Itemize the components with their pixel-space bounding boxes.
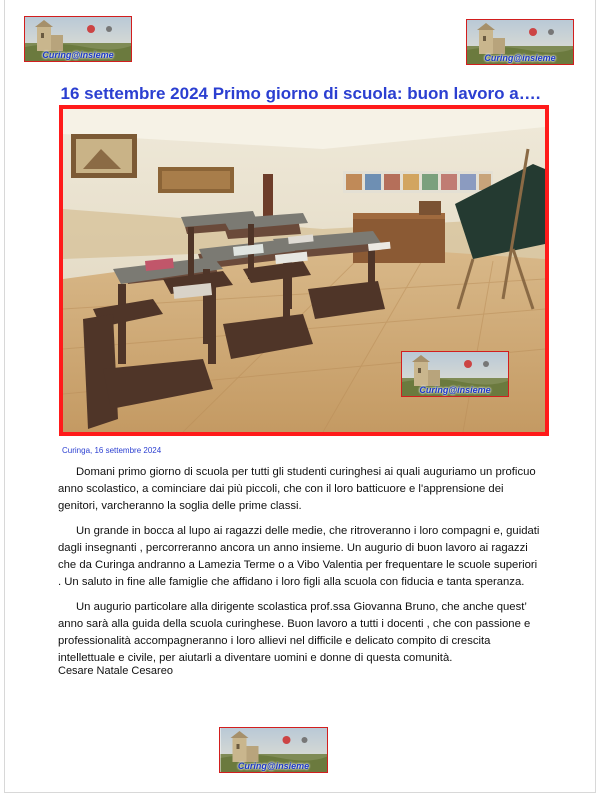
dateline: Curinga, 16 settembre 2024 [62, 446, 162, 455]
author-signature: Cesare Natale Cesareo [58, 665, 173, 677]
logo-caption: Curing@insieme [484, 53, 556, 63]
curinga-insieme-logo-watermark [401, 351, 509, 397]
article-title: 16 settembre 2024 Primo giorno di scuola: buon lavoro a…. [60, 84, 541, 104]
curinga-insieme-logo-footer [219, 727, 328, 773]
article-body [58, 464, 542, 675]
paragraph-3: Un augurio particolare alla dirigente scolastica prof.ssa Giovanna Bruno, che anche quest’ anno sarà alla guida della scuola curinghese. Buon lavoro a tutti i docenti , che con passione e professionalità accompagneranno i loro allievi nel difficile e delicato compito di crescita intellettuale e civile, per aiutarli a diventare uomini e donne di questa comunità. [58, 601, 531, 664]
paragraph-2: Un grande in bocca al lupo ai ragazzi delle medie, che ritroveranno i loro compagni e, guidati dagli insegnanti , percorreranno ancora un anno insieme. Un augurio di buon lavoro ai ragazzi che da Curinga andranno a Lamezia Terme o a Vibo Valentia per frequentare le scuole superiori . Un saluto in fine alle famiglie che affidano i loro figli alla scuola con fiducia e tanta speranza. [58, 525, 540, 588]
logo-caption: Curing@insieme [237, 761, 310, 771]
logo-caption: Curing@insieme [419, 385, 491, 395]
curinga-insieme-logo-right [466, 19, 574, 65]
curinga-insieme-logo-left [24, 16, 132, 62]
paragraph-1: Domani primo giorno di scuola per tutti gli studenti curinghesi ai quali auguriamo un proficuo anno scolastico, a cominciare dai più piccoli, che con il loro batticuore e l'apprensione dei genitori, varcheranno la soglia delle prime classi. [58, 466, 536, 512]
logo-caption: Curing@insieme [42, 50, 114, 60]
